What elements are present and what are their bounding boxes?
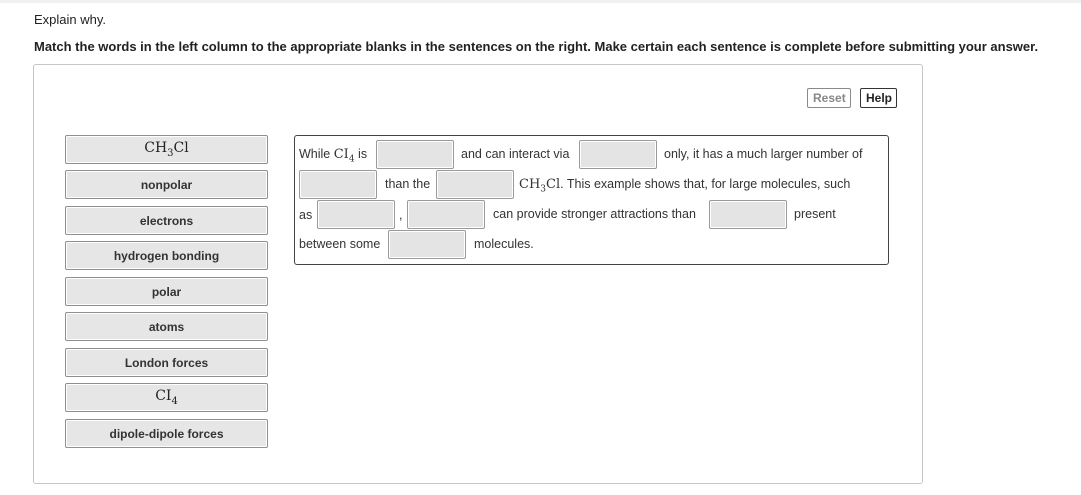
word-chip-atoms[interactable]: atoms (65, 312, 268, 341)
word-chip-dipole-dipole-forces[interactable]: dipole-dipole forces (65, 419, 268, 448)
sentence-text-molecules: molecules. (474, 237, 534, 251)
answer-blank-8[interactable] (388, 230, 466, 259)
sentence-text-while: While $CI_4$ is (299, 147, 368, 165)
sentence-text-present: present (794, 207, 836, 221)
answer-blank-7[interactable] (709, 200, 787, 229)
word-chip-london-forces[interactable]: London forces (65, 348, 268, 377)
sentence-text-interact: and can interact via (461, 147, 570, 161)
word-chip-polar[interactable]: polar (65, 277, 268, 306)
answer-blank-2[interactable] (579, 140, 657, 169)
answer-blank-6[interactable] (407, 200, 485, 229)
word-chip-electrons[interactable]: electrons (65, 206, 268, 235)
sentence-text-stronger: can provide stronger attractions than (493, 207, 696, 221)
top-divider (0, 0, 1081, 3)
word-chip-hydrogen-bonding[interactable]: hydrogen bonding (65, 241, 268, 270)
word-chip-ci4[interactable] (65, 383, 268, 412)
sentence-text-larger-number: only, it has a much larger number of (664, 147, 863, 161)
sentence-text-example: $CH_3Cl$. This example shows that, for large molecules, such (519, 177, 851, 195)
sentence-text-than-the: than the (385, 177, 431, 191)
question-instructions: Match the words in the left column to the appropriate blanks in the sentences on the right. Make certain each sentence is complete before submitting your answer. (34, 39, 1039, 54)
answer-blank-1[interactable] (376, 140, 454, 169)
help-button[interactable]: Help (860, 88, 897, 108)
sentence-text-comma: , (399, 208, 403, 222)
answer-blank-5[interactable] (317, 200, 395, 229)
word-chip-nonpolar[interactable]: nonpolar (65, 170, 268, 199)
answer-blank-3[interactable] (299, 170, 377, 199)
word-chip-ch3cl[interactable] (65, 135, 268, 164)
chip-formula: $CH_3Cl$ (144, 140, 189, 159)
reset-button[interactable]: Reset (807, 88, 851, 108)
sentence-text-between-some: between some (299, 237, 381, 251)
question-title: Explain why. (34, 12, 107, 27)
answer-blank-4[interactable] (436, 170, 514, 199)
chip-formula: $CI_4$ (155, 388, 178, 407)
sentence-text-as: as (299, 208, 313, 222)
